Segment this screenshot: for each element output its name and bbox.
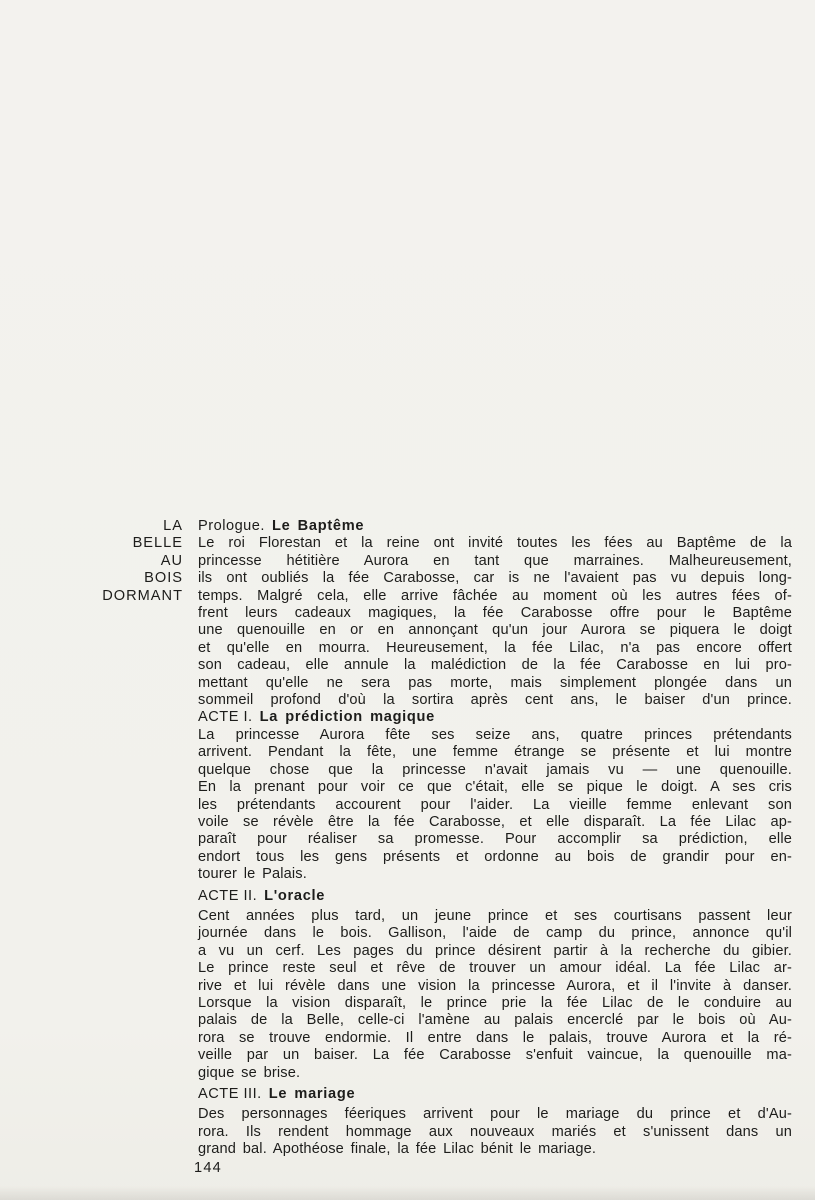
text-line: et qu'elle en mourra. Heureusement, la fée Lilac, n'a pas encore offert (198, 639, 792, 656)
margin-title-line: BOIS (144, 570, 183, 587)
text-line: Cent années plus tard, un jeune prince et ses courtisans passent leur (198, 907, 792, 924)
section-heading-prefix: Prologue. (198, 518, 265, 534)
margin-title-line: BELLE (132, 535, 183, 552)
text-line: Lorsque la vision disparaît, le prince prie la fée Lilac de le conduire au (198, 994, 792, 1011)
text-line: voile se révèle être la fée Carabosse, et elle disparaît. La fée Lilac ap- (198, 813, 792, 830)
margin-title-line: LA (163, 518, 183, 534)
section-heading-title: Le Baptême (271, 518, 365, 534)
text-line: temps. Malgré cela, elle arrive fâchée au moment où les autres fées of- (198, 587, 792, 604)
section-heading-title: L'oracle (264, 887, 326, 904)
section-heading (198, 888, 792, 905)
scan-shadow (0, 1186, 815, 1200)
section-heading-prefix: ACTE II. (198, 887, 258, 904)
section-heading-prefix: ACTE I. (198, 709, 253, 726)
section-heading-prefix: ACTE III. (198, 1086, 262, 1102)
text-line: journée dans le bois. Gallison, l'aide de camp du prince, annonce qu'il (198, 925, 792, 942)
synopsis-section (198, 709, 792, 883)
text-line: veille par un baiser. La fée Carabosse s'enfuit vaincue, la quenouille ma- (198, 1047, 792, 1064)
text-line: mettant qu'elle ne sera pas morte, mais simplement plongée dans un (198, 674, 792, 691)
text-line: arrivent. Pendant la fête, une femme étrange se présente et lui montre (198, 744, 792, 761)
margin-title-line: DORMANT (102, 587, 183, 604)
margin-title-line: AU (160, 552, 183, 569)
text-line: tourer le Palais. (198, 866, 307, 883)
margin-title (0, 518, 183, 605)
text-line: En la prenant pour voir ce que c'était, elle se pique le doigt. A ses cris (198, 779, 792, 796)
section-heading-title: Le mariage (268, 1086, 356, 1102)
text-line: Des personnages féeriques arrivent pour le mariage du prince et d'Au- (198, 1106, 792, 1123)
section-heading (198, 518, 792, 535)
text-line: les prétendants accourent pour l'aider. La vieille femme enlevant son (198, 796, 792, 813)
text-line: endort tous les gens présents et ordonne au bois de grandir pour en- (198, 848, 792, 865)
synopsis-section (198, 1086, 792, 1159)
text-line: a vu un cerf. Les pages du prince désirent partir à la recherche du gibier. (198, 942, 792, 959)
text-line: une quenouille en or en annonçant qu'un jour Aurora se piquera le doigt (198, 622, 792, 639)
text-line: grand bal. Apothéose finale, la fée Lilac bénit le mariage. (198, 1141, 597, 1158)
section-heading (198, 709, 792, 726)
text-line: rora se trouve endormie. Il entre dans le palais, trouve Aurora et la ré- (198, 1029, 792, 1046)
text-line: princesse hétitière Aurora en tant que marraines. Malheureusement, (198, 552, 792, 569)
text-line: La princesse Aurora fête ses seize ans, quatre princes prétendants (198, 726, 792, 743)
text-line: sommeil profond d'où la sortira après cent ans, le baiser d'un prince. (198, 692, 792, 709)
page-number: 144 (194, 1160, 222, 1176)
synopsis-text (198, 518, 792, 1159)
text-line: rora. Ils rendent hommage aux nouveaux mariés et s'unissent dans un (198, 1123, 792, 1140)
synopsis-section (198, 888, 792, 1082)
text-line: frent leurs cadeaux magiques, la fée Carabosse offre pour le Baptême (198, 605, 792, 622)
text-line: son cadeau, elle annule la malédiction de la fée Carabosse en lui pro- (198, 657, 792, 674)
text-line: quelque chose que la princesse n'avait jamais vu — une quenouille. (198, 761, 792, 778)
section-heading-title: La prédiction magique (259, 709, 435, 726)
text-line: gique se brise. (198, 1064, 301, 1081)
text-line: ils ont oubliés la fée Carabosse, car is ne l'avaient pas vu depuis long- (198, 570, 792, 587)
section-heading (198, 1086, 792, 1103)
text-line: Le roi Florestan et la reine ont invité toutes les fées au Baptême de la (198, 535, 792, 552)
text-line: Le prince reste seul et rêve de trouver un amour idéal. La fée Lilac ar- (198, 960, 792, 977)
synopsis-section (198, 518, 792, 709)
text-line: palais de la Belle, celle-ci l'amène au palais encerclé par le bois où Au- (198, 1012, 792, 1029)
text-line: rive et lui révèle dans une vision la princesse Aurora, et il l'invite à danser. (198, 977, 792, 994)
text-line: paraît pour réaliser sa promesse. Pour accomplir sa prédiction, elle (198, 831, 792, 848)
